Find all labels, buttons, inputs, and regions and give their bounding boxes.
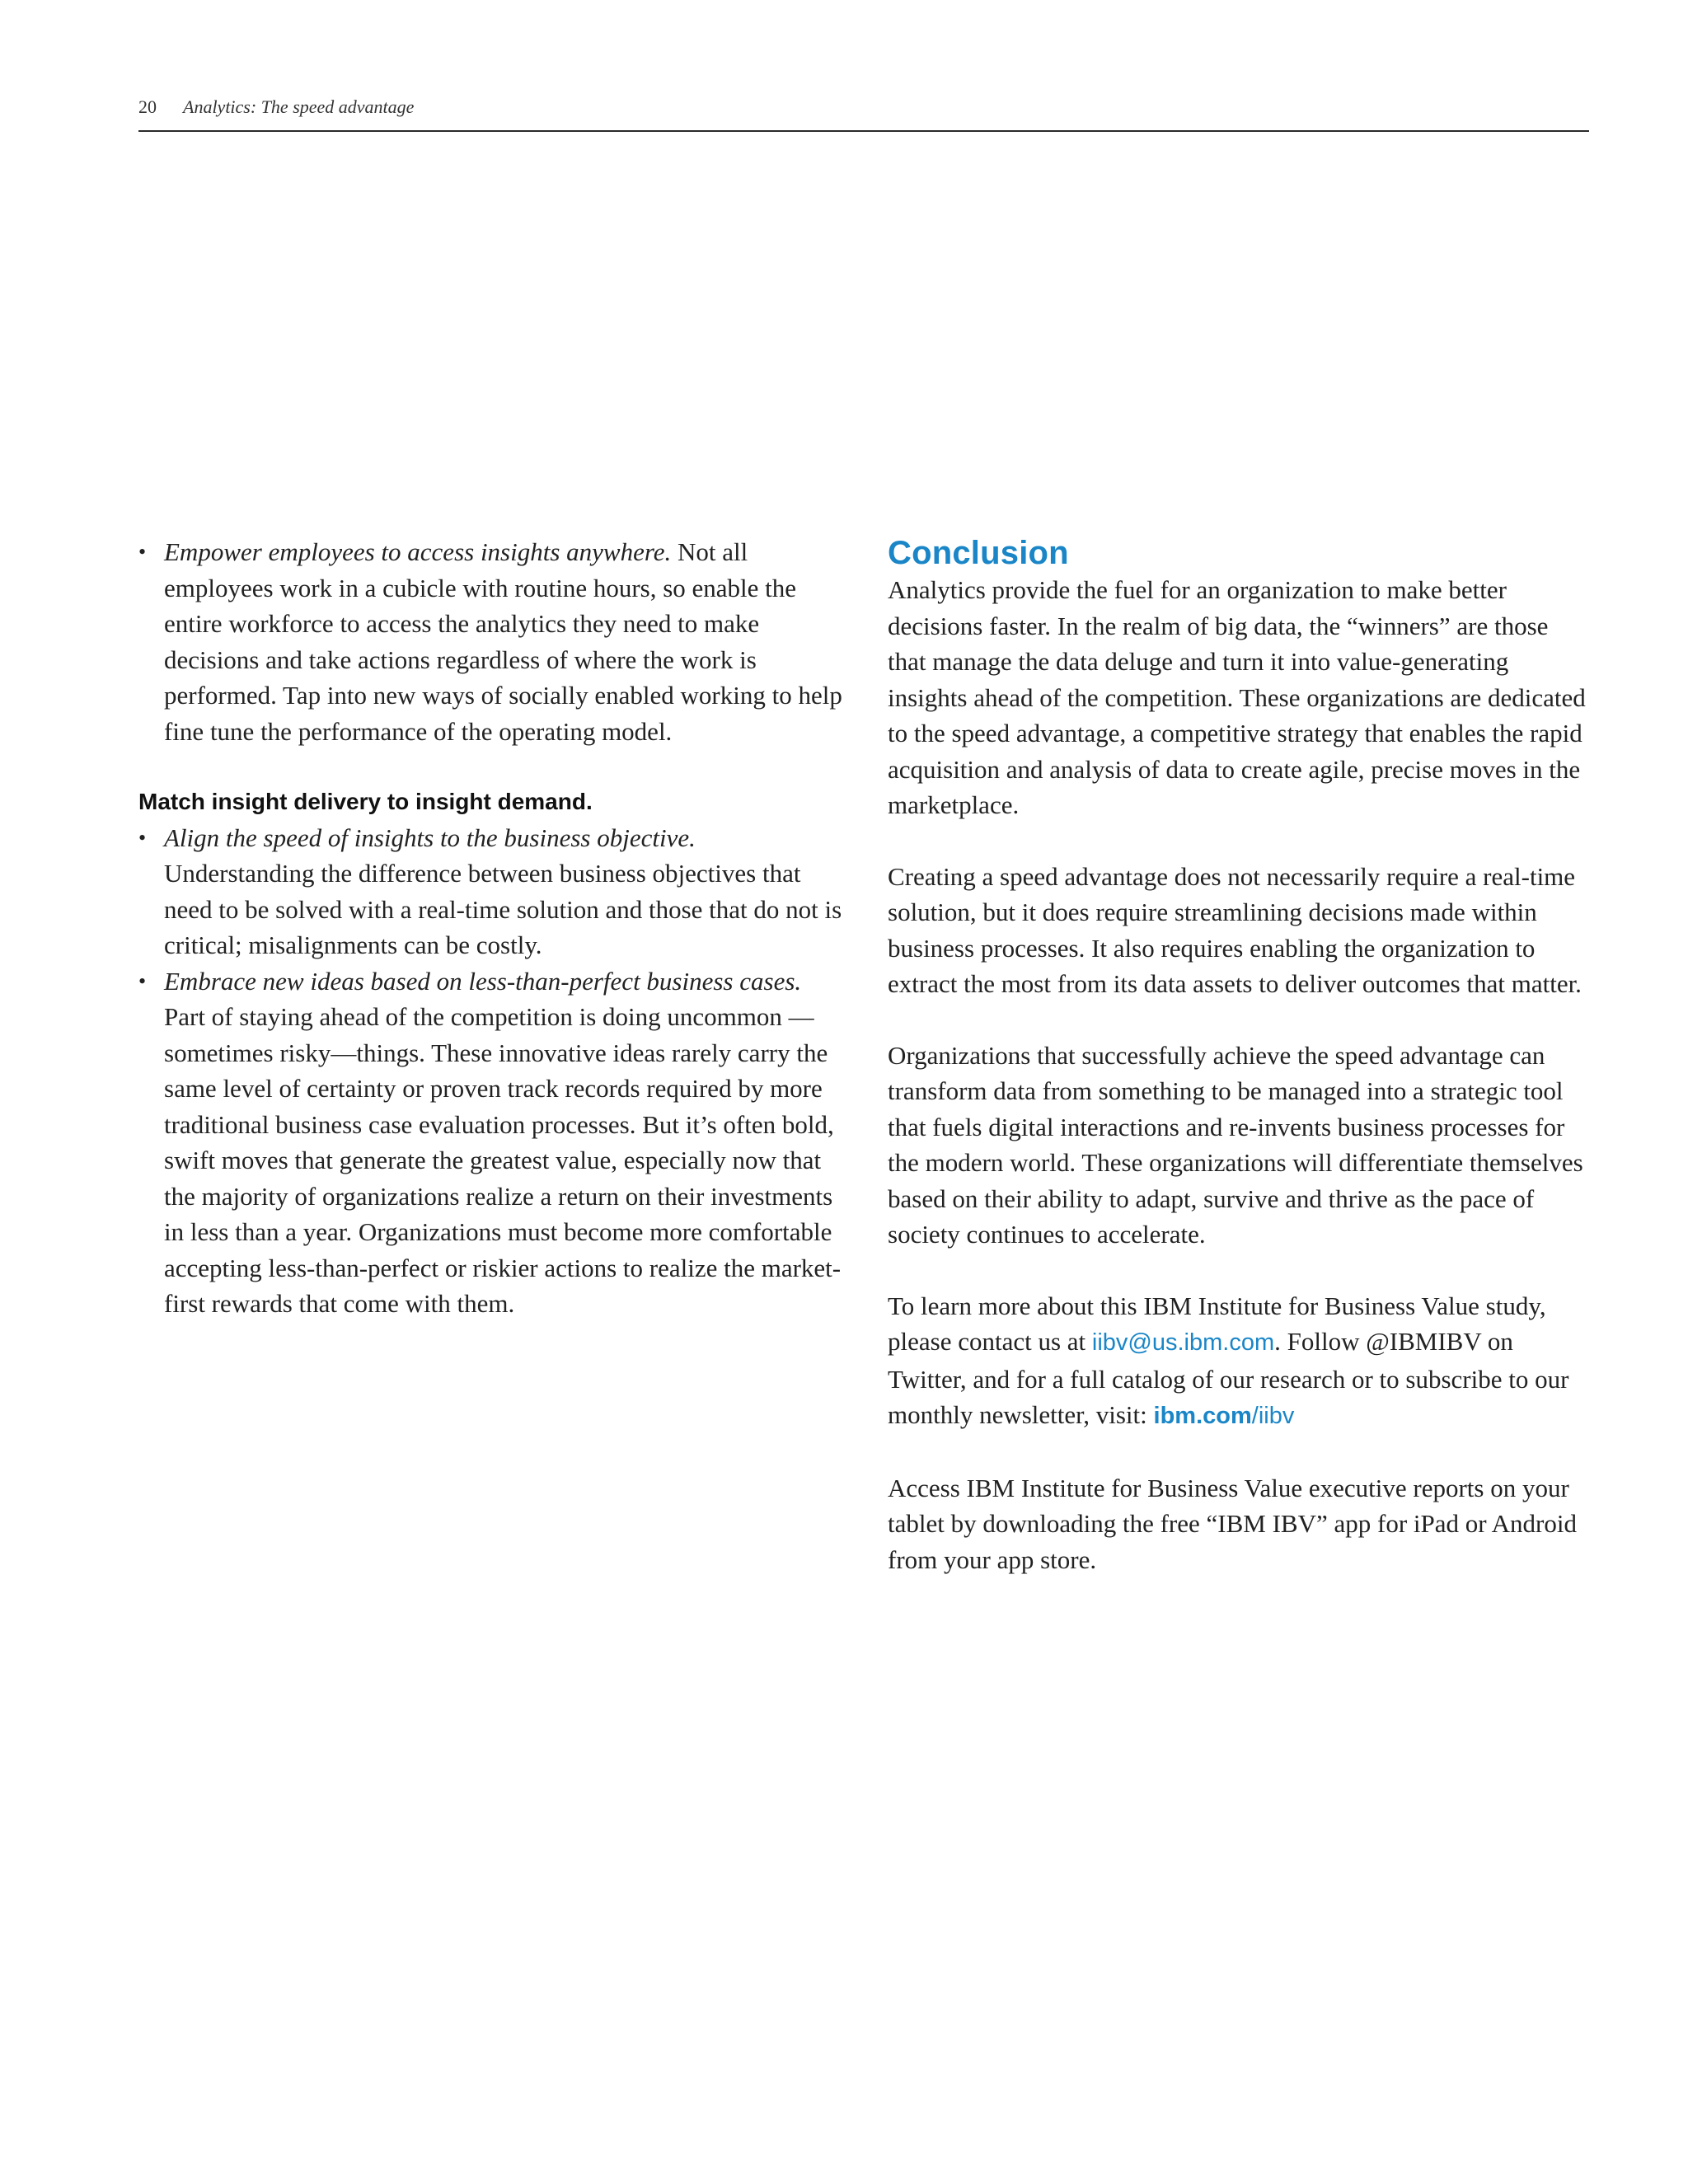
bullet-symbol: •: [138, 825, 147, 850]
running-title: Analytics: The speed advantage: [183, 96, 415, 117]
website-link-domain[interactable]: ibm.com: [1153, 1403, 1252, 1429]
bullet-item-align: [138, 820, 852, 963]
bullet-list-insight-delivery: [138, 820, 852, 1322]
website-link[interactable]: [1154, 1400, 1295, 1429]
page-number: 20: [138, 96, 157, 117]
bullet-lead-in: Empower employees to access insights anywhere.: [164, 537, 672, 566]
conclusion-paragraph-1: Analytics provide the fuel for an organization to make better decisions faster. In the realm of big data, the “winners” are those that manage the data deluge and turn it into value-generating insights ahead of the competition. These organizations are dedicated to the speed advantage, a competitive strategy that enables the rapid acquisition and analysis of data to create agile, precise moves in the marketplace.: [888, 575, 1586, 819]
bullet-body: Part of staying ahead of the competition is doing uncommon —sometimes risky—things. These innovative ideas rarely carry the same level of certainty or proven track records required by more traditional business case evaluation processes. But it’s often bold, swift moves that generate the greatest value, especially now that the majority of organizations realize a return on their investments in less than a year. Organizations must become more comfortable accepting less-than-perfect or riskier actions to realize the market-first rewards that come with them.: [164, 1002, 842, 1318]
conclusion-paragraph-3: Organizations that successfully achieve the speed advantage can transform data from something to be managed into a strategic tool that fuels digital interactions and re-invents business processes for the modern world. These organizations will differentiate themselves based on their ability to adapt, survive and thrive as the pace of society continues to accelerate.: [888, 1040, 1583, 1249]
conclusion-paragraph-2: Creating a speed advantage does not necessarily require a real-time solution, but it does require streamlining decisions made within business processes. It also requires enabling the organization to extract the most from its data assets to deliver outcomes that matter.: [888, 861, 1582, 998]
website-link-path[interactable]: /iibv: [1251, 1403, 1295, 1429]
contact-text-follow: . Follow @IBMIBV on Twitter, and for a full catalog of our research or to subscribe to our monthly newsletter, visit:: [888, 1327, 1569, 1429]
contact-paragraph: [888, 1288, 1591, 1435]
section-spacer: [138, 749, 852, 784]
left-column: [138, 534, 852, 1322]
bullet-body: Not all employees work in a cubicle with routine hours, so enable the entire workforce to access the analytics they need to make decisions and take actions regardless of where the work is performed. Tap into new ways of socially enabled working to help fine tune the performance of the operating model.: [164, 537, 842, 746]
bullet-lead-in: Embrace new ideas based on less-than-perfect business cases.: [164, 966, 802, 996]
conclusion-heading: Conclusion: [888, 535, 1069, 571]
contact-text-intro: To learn more about this IBM Institute for Business Value study, please contact us at: [888, 1291, 1546, 1356]
right-column: [888, 534, 1591, 1613]
bullet-list-empower: [138, 534, 852, 749]
bullet-symbol: •: [138, 968, 147, 993]
bullet-symbol: •: [138, 540, 147, 564]
section-subheading: Match insight delivery to insight demand.: [138, 789, 593, 814]
bullet-body: Understanding the difference between business objectives that need to be solved with a real-time solution and those that do not is critical; misalignments can be costly.: [164, 859, 842, 959]
app-paragraph: Access IBM Institute for Business Value executive reports on your tablet by downloading the free “IBM IBV” app for iPad or Android from your app store.: [888, 1473, 1577, 1574]
bullet-item-empower: [138, 534, 852, 749]
bullet-item-embrace: [138, 963, 852, 1322]
page-header: [138, 92, 1589, 132]
bullet-lead-in: Align the speed of insights to the business objective.: [164, 823, 696, 852]
email-link[interactable]: iibv@us.ibm.com: [1091, 1329, 1275, 1356]
